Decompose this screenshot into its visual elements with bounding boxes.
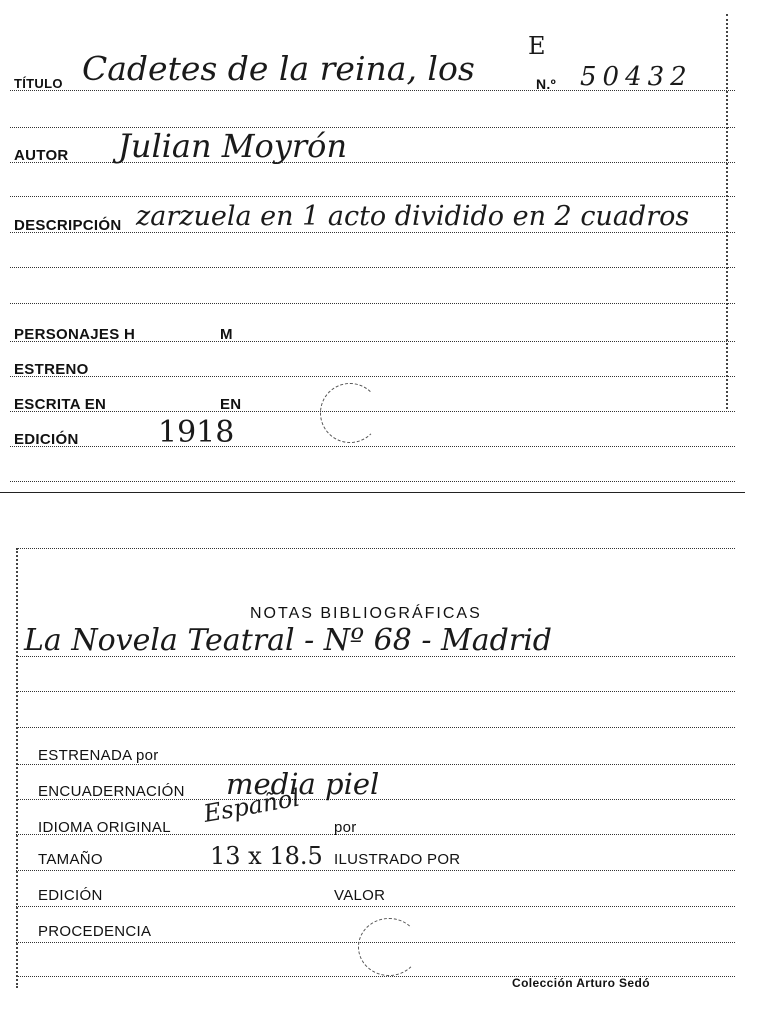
rule-6 bbox=[10, 267, 735, 268]
catalog-card-bottom bbox=[0, 540, 745, 1028]
rule-edicion bbox=[10, 446, 735, 447]
escrita-en-label: ESCRITA EN bbox=[14, 396, 107, 413]
rule-b3 bbox=[16, 727, 735, 728]
card-left-edge bbox=[16, 548, 18, 988]
edicion-b-label: EDICIÓN bbox=[38, 887, 103, 904]
titulo-value: Cadetes de la reina, los bbox=[82, 49, 475, 88]
tamano-label: TAMAÑO bbox=[38, 851, 103, 868]
rule-b1 bbox=[16, 656, 735, 657]
descripcion-label: DESCRIPCIÓN bbox=[14, 217, 122, 234]
descripcion-value: zarzuela en 1 acto dividido en 2 cuadros bbox=[136, 201, 690, 232]
rule-b2 bbox=[16, 691, 735, 692]
estreno-label: ESTRENO bbox=[14, 361, 89, 378]
procedencia-label: PROCEDENCIA bbox=[38, 923, 152, 940]
punch-hole-bottom bbox=[358, 918, 420, 976]
m-label: M bbox=[220, 326, 233, 343]
rule-edicion-b bbox=[16, 906, 735, 907]
notas-value: La Novela Teatral - Nº 68 - Madrid bbox=[24, 623, 553, 658]
por-label: por bbox=[334, 819, 357, 836]
rule-12 bbox=[10, 481, 735, 482]
numero-label: N.º bbox=[536, 76, 557, 92]
valor-label: VALOR bbox=[334, 887, 386, 904]
rule-estreno bbox=[10, 376, 735, 377]
estrenada-label: ESTRENADA por bbox=[38, 747, 159, 764]
rule-4 bbox=[10, 196, 735, 197]
encuadernacion-value: media piel bbox=[226, 767, 380, 801]
en-label: EN bbox=[220, 396, 242, 413]
numero-value: 50432 bbox=[580, 62, 693, 92]
personajes-label: PERSONAJES H bbox=[14, 326, 136, 343]
edicion-label: EDICIÓN bbox=[14, 431, 79, 448]
idioma-label: IDIOMA ORIGINAL bbox=[38, 819, 171, 836]
mark-letter: E bbox=[528, 32, 546, 60]
catalog-card-top bbox=[0, 0, 745, 492]
edicion-value: 1918 bbox=[158, 415, 235, 450]
tamano-value: 13 x 18.5 bbox=[210, 842, 323, 870]
ilustrado-label: ILUSTRADO POR bbox=[334, 851, 461, 868]
autor-label: AUTOR bbox=[14, 147, 69, 164]
punch-hole bbox=[320, 383, 380, 443]
card-separator bbox=[0, 492, 745, 493]
autor-value: Julian Moyrón bbox=[118, 127, 348, 165]
card-right-edge bbox=[726, 14, 728, 409]
encuadernacion-label: ENCUADERNACIÓN bbox=[38, 783, 185, 800]
titulo-label: TÍTULO bbox=[14, 76, 63, 91]
rule-top bbox=[16, 548, 735, 549]
rule-7 bbox=[10, 303, 735, 304]
coleccion-label: Colección Arturo Sedó bbox=[512, 976, 650, 990]
rule-tamano bbox=[16, 870, 735, 871]
idioma-value: Español bbox=[201, 783, 302, 828]
rule-estrenada bbox=[16, 764, 735, 765]
notas-label: NOTAS BIBLIOGRÁFICAS bbox=[250, 605, 482, 622]
